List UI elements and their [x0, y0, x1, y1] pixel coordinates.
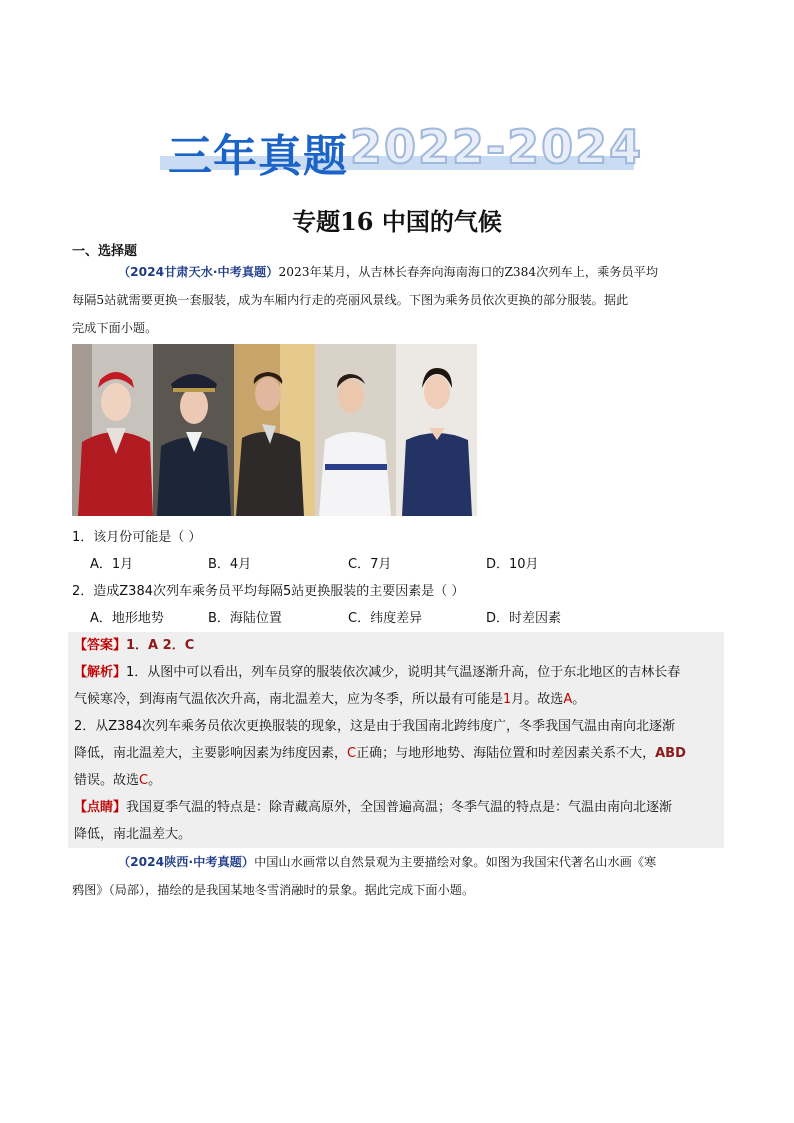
source-label: （2024陕西·中考真题） — [118, 855, 255, 869]
answer-section — [74, 632, 722, 848]
photo-red-coat — [72, 344, 153, 516]
banner — [160, 118, 644, 182]
analysis-line-5: 错误。故选C。 — [74, 773, 162, 788]
note-line-2: 降低，南北温差大。 — [74, 827, 192, 842]
question-2: 2．造成Z384次列车乘务员平均每隔5站更换服装的主要因素是（ ） — [72, 584, 465, 599]
option-d: D．10月 — [486, 557, 539, 572]
question-2-options — [90, 607, 561, 626]
option-b: B．海陆位置 — [208, 611, 282, 626]
photo-navy-dress — [396, 344, 477, 516]
intro-paragraph-2: （2024陕西·中考真题）中国山水画常以自然景观为主要描绘对象。如图为我国宋代著名山水画《寒 鸦图》（局部），描绘的是我国某地冬雪消融时的景象。据此完成下面小题。 — [72, 855, 657, 897]
photo-dark-jacket — [234, 344, 315, 516]
option-c: C．纬度差异 — [348, 611, 423, 626]
option-d: D．时差因素 — [486, 611, 562, 626]
option-a: A．1月 — [90, 557, 134, 572]
note-line-1: 【点睛】我国夏季气温的特点是：除青藏高原外，全国普遍高温；冬季气温的特点是：气温由南向北逐渐 — [74, 800, 673, 815]
banner-title: 三年真题 — [168, 131, 348, 182]
option-a: A．地形地势 — [90, 611, 164, 626]
option-c: C．7月 — [348, 557, 392, 572]
analysis-line-2: 气候寒冷，到海南气温依次升高，南北温差大，应为冬季，所以最有可能是1月。故选A。 — [74, 692, 586, 707]
analysis-line-1: 【解析】1．从图中可以看出，列车员穿的服装依次减少，说明其气温逐渐升高，位于东北地区的吉林长春 — [74, 665, 681, 680]
banner-years: 2022-2024 — [350, 120, 644, 174]
answer-line: 【答案】1．A 2．C — [74, 638, 195, 653]
answer-values: 1．A 2．C — [126, 638, 195, 653]
source-label: （2024甘肃天水·中考真题） — [118, 265, 279, 279]
analysis-line-4: 降低，南北温差大，主要影响因素为纬度因素，C正确；与地形地势、海陆位置和时差因素关系不大，ABD — [74, 746, 686, 761]
option-b: B．4月 — [208, 557, 252, 572]
uniform-photo-strip — [72, 344, 477, 516]
photo-navy-coat-cap — [153, 344, 234, 516]
page-title: 专题16 中国的气候 — [292, 207, 502, 236]
analysis-line-3: 2．从Z384次列车乘务员依次更换服装的现象，这是由于我国南北跨纬度广，冬季我国气温由南向北逐渐 — [74, 719, 675, 734]
question-1-options — [90, 553, 539, 572]
section-heading: 一、选择题 — [72, 244, 138, 259]
photo-white-shirt — [315, 344, 396, 516]
intro-paragraph-1: （2024甘肃天水·中考真题）2023年某月，从吉林长春奔向海南海口的Z384次列车上，乘务员平均 每隔5站就需要更换一套服装，成为车厢内行走的亮丽风景线。下图为乘务员依次更换的部分服装。据此 完成下面小题。 — [72, 265, 659, 335]
question-1: 1．该月份可能是（ ） — [72, 530, 202, 545]
